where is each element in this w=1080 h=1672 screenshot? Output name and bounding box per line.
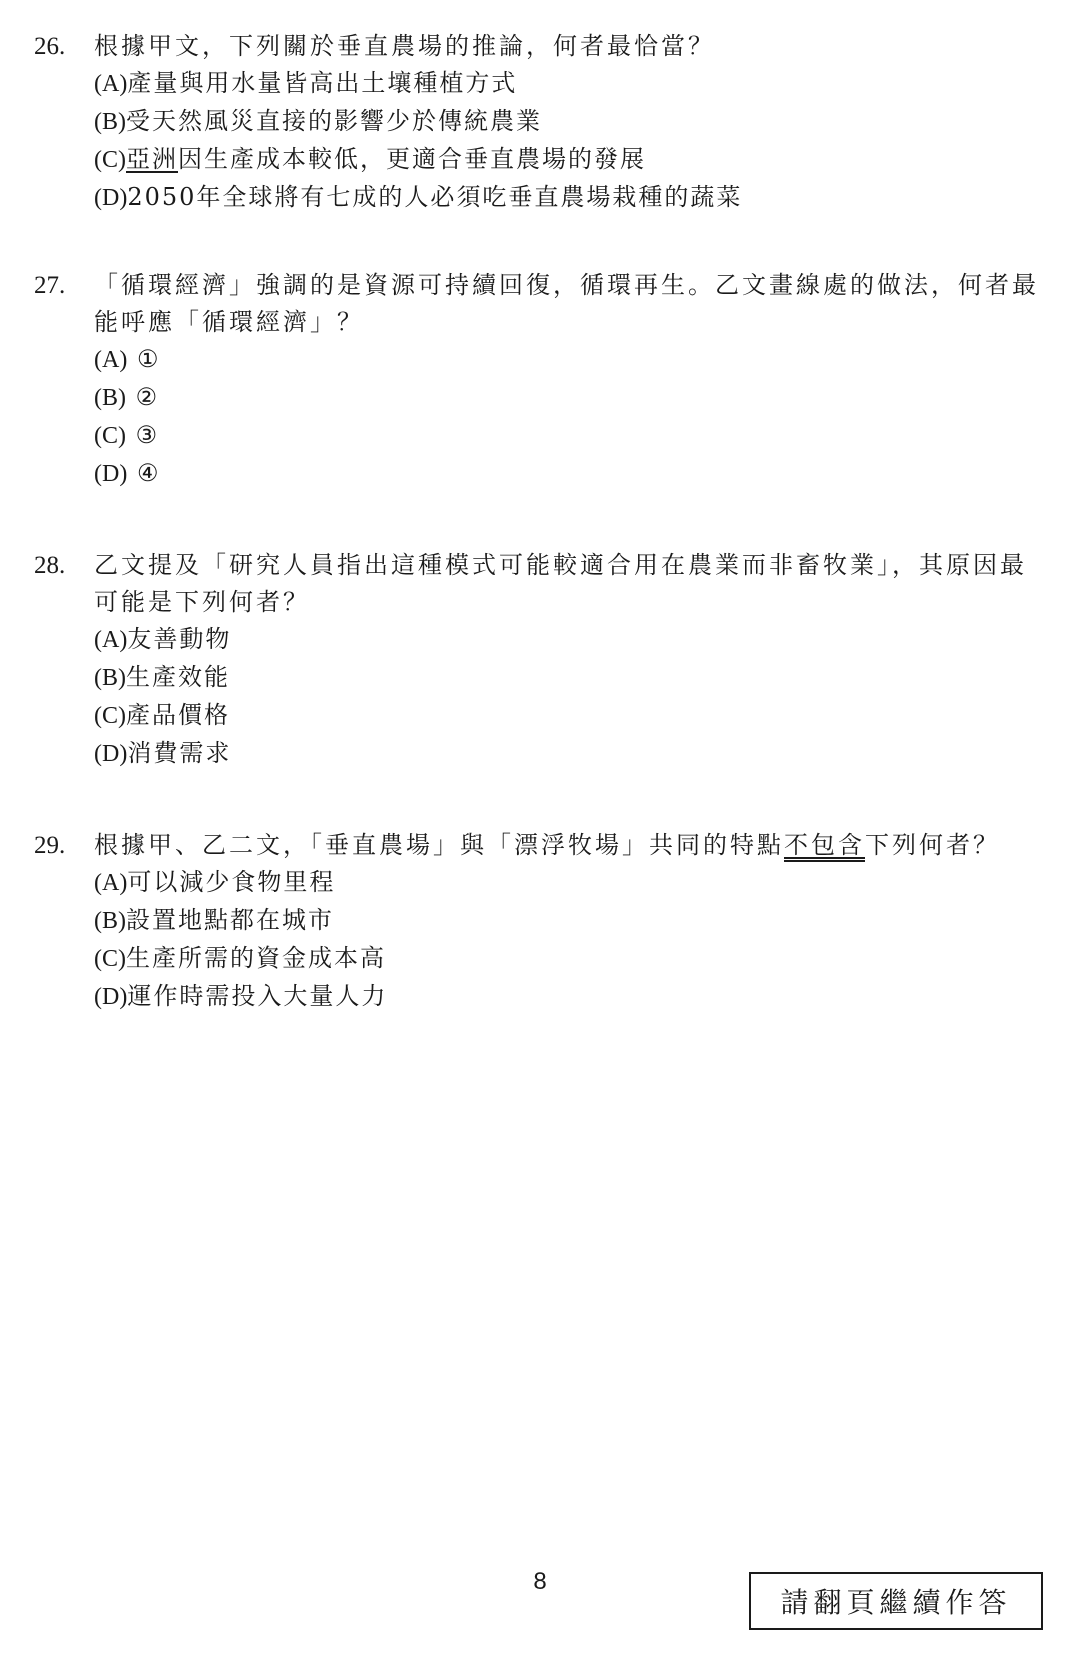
option-text: 產量與用水量皆高出土壤種植方式: [127, 69, 518, 97]
option-b: [94, 103, 1044, 141]
option-key: (B): [94, 908, 126, 934]
page-number: 8: [533, 1568, 547, 1595]
option-key: (C): [94, 147, 126, 173]
question-stem: 根據甲文，下列關於垂直農場的推論，何者最恰當？: [94, 32, 715, 60]
question-27: [34, 267, 1044, 493]
option-key: (A): [94, 870, 128, 896]
stem-text: 下列何者？: [865, 831, 1000, 859]
option-a: [94, 621, 1044, 659]
option-key: (D): [94, 984, 128, 1010]
question-stem: 乙文提及「研究人員指出這種模式可能較適合用在農業而非畜牧業」，其原因最可能是下列何者？: [94, 551, 1027, 616]
option-key: (A): [94, 71, 128, 97]
option-key: (D): [94, 741, 128, 767]
emphasis-double-underline: 不包含: [784, 831, 865, 859]
option-b: [94, 379, 1044, 417]
option-list: [94, 65, 1044, 217]
option-text: ④: [136, 459, 161, 487]
option-a: [94, 65, 1044, 103]
option-c: [94, 697, 1044, 735]
turn-page-note: [749, 1572, 1043, 1630]
option-text: ③: [135, 421, 160, 449]
option-key: (C): [94, 946, 126, 972]
option-key: (D): [94, 185, 128, 211]
option-text: 因生產成本較低，更適合垂直農場的發展: [178, 145, 646, 173]
question-stem: 「循環經濟」強調的是資源可持續回復，循環再生。乙文畫線處的做法，何者最能呼應「循環經濟」？: [94, 271, 1039, 336]
option-c: [94, 940, 1044, 978]
option-c: [94, 417, 1044, 455]
option-b: [94, 659, 1044, 697]
option-key: (C): [94, 423, 126, 449]
question-28: [34, 547, 1044, 773]
option-text: 受天然風災直接的影響少於傳統農業: [126, 107, 542, 135]
option-text: 運作時需投入大量人力: [127, 982, 388, 1010]
option-key: (A): [94, 347, 128, 373]
turn-page-text: 請翻頁繼續作答: [780, 1586, 1012, 1619]
place-name-underlined: 亞洲: [126, 145, 178, 173]
question-number: 26.: [34, 33, 66, 60]
question-stem: [94, 827, 1044, 864]
option-text: 設置地點都在城市: [126, 906, 334, 934]
option-text: 2050年全球將有七成的人必須吃垂直農場栽種的蔬菜: [127, 183, 743, 211]
question-26: [34, 28, 1044, 217]
option-a: [94, 341, 1044, 379]
option-text: 生產效能: [126, 663, 230, 691]
option-text: ②: [135, 383, 160, 411]
question-number: 29.: [34, 832, 66, 859]
question-29: [34, 827, 1044, 1016]
option-a: [94, 864, 1044, 902]
option-text: 消費需求: [127, 739, 232, 767]
option-d: [94, 455, 1044, 493]
option-d: [94, 735, 1044, 773]
option-b: [94, 902, 1044, 940]
option-key: (B): [94, 385, 126, 411]
option-key: (B): [94, 665, 126, 691]
option-text: 生產所需的資金成本高: [126, 944, 386, 972]
option-list: [94, 621, 1044, 773]
option-d: [94, 978, 1044, 1016]
option-text: ①: [136, 345, 161, 373]
option-list: [94, 341, 1044, 493]
option-key: (C): [94, 703, 126, 729]
option-text: 產品價格: [126, 701, 230, 729]
option-text: 可以減少食物里程: [127, 868, 336, 896]
option-key: (A): [94, 627, 128, 653]
option-key: (B): [94, 109, 126, 135]
option-d: [94, 179, 1044, 217]
option-text: 友善動物: [127, 625, 232, 653]
option-c: [94, 141, 1044, 179]
question-number: 27.: [34, 272, 66, 299]
question-number: 28.: [34, 552, 66, 579]
option-list: [94, 864, 1044, 1016]
option-key: (D): [94, 461, 128, 487]
stem-text: 根據甲、乙二文，「垂直農場」與「漂浮牧場」共同的特點: [94, 831, 784, 859]
